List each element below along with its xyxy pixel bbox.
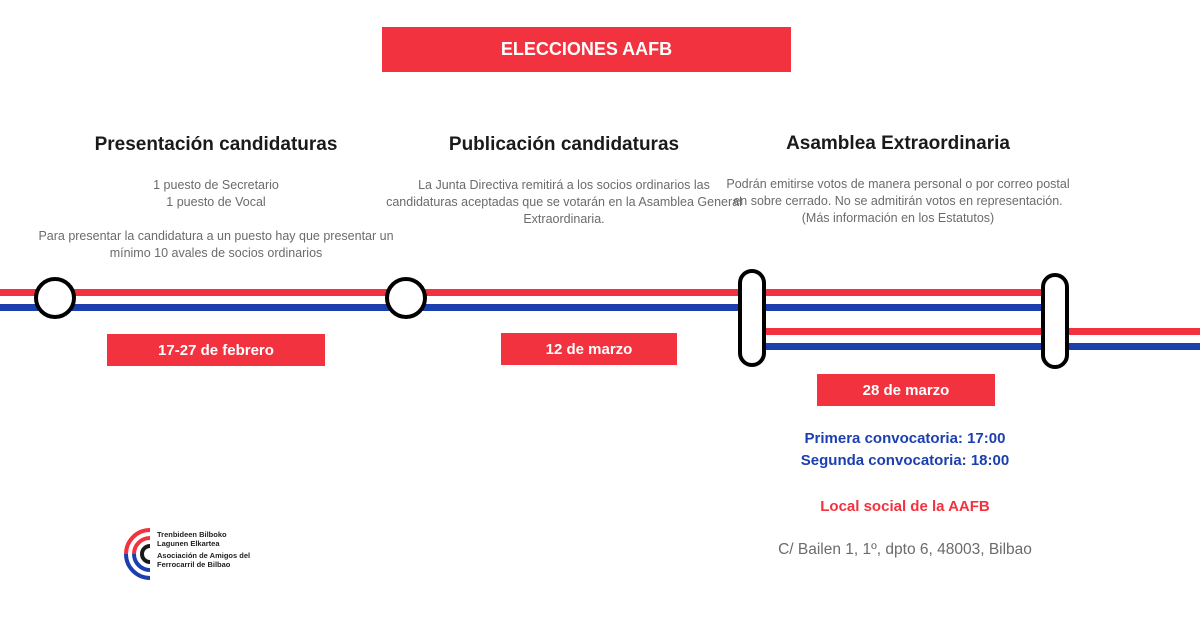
title-banner xyxy=(382,27,791,72)
track-blue-lower-branch xyxy=(752,343,1200,350)
terminal-station-1 xyxy=(740,271,764,365)
second-call: Segunda convocatoria: 18:00 xyxy=(800,452,1010,469)
track-blue-main xyxy=(0,304,752,311)
logo-line-4: Ferrocarril de Bilbao xyxy=(157,560,231,569)
stage-2-heading: Publicación candidaturas xyxy=(448,134,680,155)
logo-line-1: Trenbideen Bilboko xyxy=(157,530,227,539)
logo-line-2: Lagunen Elkartea xyxy=(157,539,220,548)
stage-3-description xyxy=(718,176,1078,227)
stage-2-date: 12 de marzo xyxy=(545,340,633,358)
logo-line-3: Asociación de Amigos del xyxy=(157,551,251,560)
logo-mark-icon xyxy=(126,530,150,578)
stage-1-heading: Presentación candidaturas xyxy=(94,134,338,155)
stage-3-date: 28 de marzo xyxy=(862,381,950,399)
stage-1-date-badge xyxy=(107,334,325,366)
stage-1-description xyxy=(36,177,396,262)
stage-3-text: Podrán emitirse votos de manera personal o por correo postal en sobre cerrado. No se admitirán votos en representación. (Más información en los Estatutos) xyxy=(726,177,1070,225)
logo-text xyxy=(157,530,250,569)
stage-1-positions: 1 puesto de Secretario 1 puesto de Vocal xyxy=(153,178,279,209)
banner-title: ELECCIONES AAFB xyxy=(500,39,673,59)
stage-2-date-badge xyxy=(501,333,677,365)
venue-name: Local social de la AAFB xyxy=(820,498,990,515)
terminal-station-2 xyxy=(1043,275,1067,367)
track-red-main xyxy=(0,289,752,296)
stage-3-heading: Asamblea Extraordinaria xyxy=(786,133,1010,154)
track-red-upper-branch xyxy=(752,289,1054,296)
first-call: Primera convocatoria: 17:00 xyxy=(804,430,1006,447)
stage-3-date-badge xyxy=(817,374,995,406)
stage-1-date: 17-27 de febrero xyxy=(158,341,274,359)
stage-2-text: La Junta Directiva remitirá a los socios ordinarios las candidaturas aceptadas que se votarán en la Asamblea General Extraordinaria. xyxy=(386,178,742,226)
track-blue-upper-branch xyxy=(752,304,1054,311)
track-red-lower-branch xyxy=(752,328,1200,335)
venue-address: C/ Bailen 1, 1º, dpto 6, 48003, Bilbao xyxy=(778,541,1032,558)
stage-1-requirements: Para presentar la candidatura a un puesto hay que presentar un mínimo 10 avales de socios ordinarios xyxy=(38,229,394,260)
station-circle-2 xyxy=(387,279,425,317)
station-circle-1 xyxy=(36,279,74,317)
stage-2-description xyxy=(384,177,744,228)
